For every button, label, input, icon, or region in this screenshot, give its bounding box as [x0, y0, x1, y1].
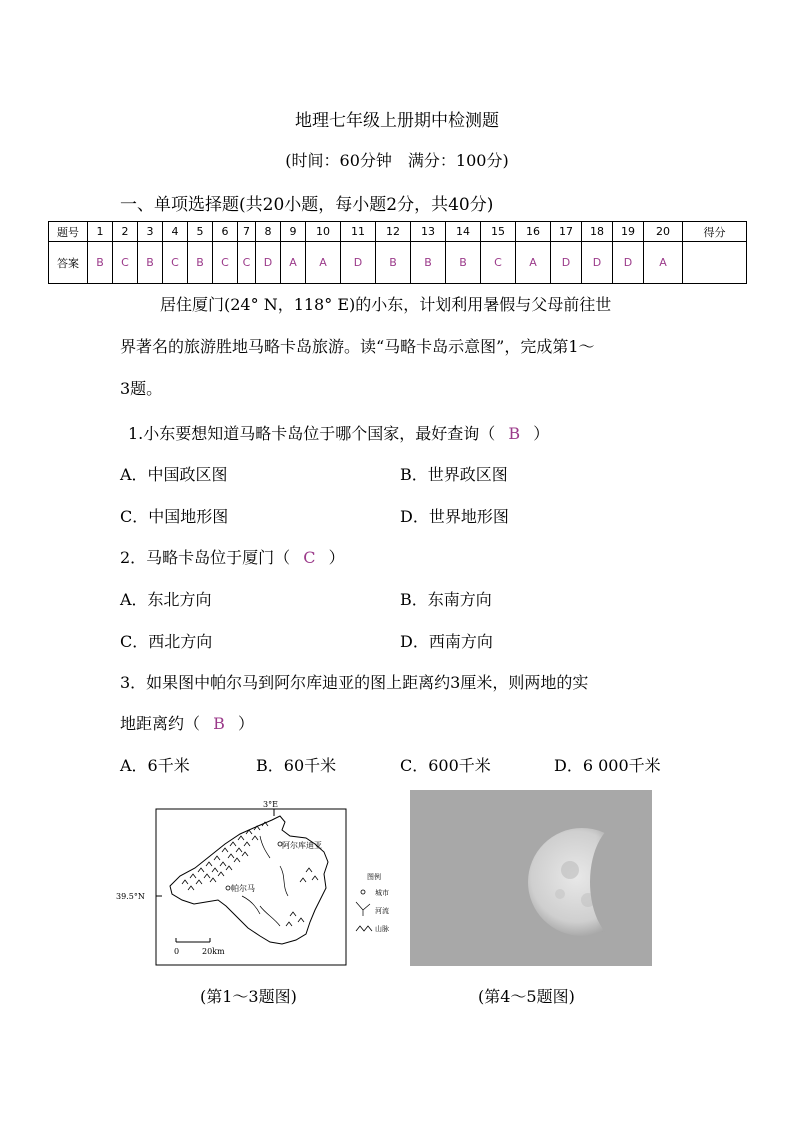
table-cell: 17	[551, 222, 582, 242]
answer-mark: B	[213, 714, 225, 733]
answer-cell: B	[188, 242, 213, 284]
score-label: 得分	[683, 222, 747, 242]
table-cell: 7	[238, 222, 256, 242]
answer-cell: C	[113, 242, 138, 284]
table-cell: 1	[88, 222, 113, 242]
answer-cell: B	[88, 242, 113, 284]
table-cell: 19	[613, 222, 644, 242]
option-d: D．西南方向	[400, 632, 493, 651]
table-cell: 13	[411, 222, 446, 242]
option-b: B．东南方向	[400, 590, 492, 609]
legend-mountain: 山脉	[375, 925, 389, 933]
answer-cell: A	[306, 242, 341, 284]
option-c: C．西北方向	[120, 632, 213, 651]
caption-map: (第1～3题图)	[200, 987, 297, 1006]
question-1: 1.小东要想知道马略卡岛位于哪个国家，最好查询（ B ）	[128, 424, 550, 443]
caption-moon: (第4～5题图)	[478, 987, 575, 1006]
passage-line: 界著名的旅游胜地马略卡岛旅游。读“马略卡岛示意图”，完成第1～	[120, 337, 595, 356]
table-cell: 18	[582, 222, 613, 242]
answer-cell: A	[281, 242, 306, 284]
table-cell: 5	[188, 222, 213, 242]
table-cell: 16	[516, 222, 551, 242]
answer-cell: D	[256, 242, 281, 284]
table-cell: 3	[138, 222, 163, 242]
moon-photo	[410, 790, 652, 966]
table-cell: 8	[256, 222, 281, 242]
answer-cell: D	[551, 242, 582, 284]
legend-title: 图例	[367, 873, 381, 881]
answer-cell: B	[138, 242, 163, 284]
option-d: D．世界地形图	[400, 507, 509, 526]
table-cell: 15	[481, 222, 516, 242]
option-c: C．中国地形图	[120, 507, 229, 526]
map-svg	[110, 796, 410, 968]
option-a: A．6千米	[120, 756, 190, 775]
page-title: 地理七年级上册期中检测题	[295, 111, 499, 131]
passage-line: 3题。	[120, 379, 163, 398]
city-alcudia: 阿尔库迪亚	[282, 841, 322, 850]
answer-cell: D	[582, 242, 613, 284]
table-cell: 11	[341, 222, 376, 242]
page-subtitle: (时间：60分钟 满分：100分)	[285, 151, 509, 170]
question-3: 3．如果图中帕尔马到阿尔库迪亚的图上距离约3厘米，则两地的实	[120, 673, 589, 692]
answer-table	[48, 221, 747, 284]
table-cell: 12	[376, 222, 411, 242]
question-2: 2．马略卡岛位于厦门（ C ）	[120, 548, 345, 567]
scale-distance: 20km	[202, 947, 225, 956]
row-label: 答案	[49, 242, 88, 284]
table-cell: 14	[446, 222, 481, 242]
question-3-line2: 地距离约（ B ）	[120, 714, 254, 733]
passage	[120, 284, 680, 410]
score-cell	[683, 242, 747, 284]
parallel-label: 39.5°N	[116, 892, 145, 901]
option-b: B．世界政区图	[400, 465, 508, 484]
option-d: D．6 000千米	[554, 756, 661, 775]
table-cell: 4	[163, 222, 188, 242]
majorca-map	[110, 796, 410, 968]
option-b: B．60千米	[256, 756, 337, 775]
row-label: 题号	[49, 222, 88, 242]
option-a: A．东北方向	[120, 590, 212, 609]
answer-cell: B	[376, 242, 411, 284]
scale-zero: 0	[174, 947, 180, 956]
legend-city: 城市	[375, 889, 389, 897]
option-c: C．600千米	[400, 756, 491, 775]
meridian-label: 3°E	[263, 800, 278, 809]
answer-cell: D	[613, 242, 644, 284]
answer-cell: A	[516, 242, 551, 284]
city-palma: 帕尔马	[231, 884, 255, 893]
passage-line: 居住厦门(24° N，118° E)的小东，计划利用暑假与父母前往世	[160, 295, 612, 314]
answer-cell: B	[446, 242, 481, 284]
answer-cell: C	[481, 242, 516, 284]
table-cell: 10	[306, 222, 341, 242]
table-row-answers	[49, 242, 747, 284]
table-cell: 2	[113, 222, 138, 242]
answer-cell: D	[341, 242, 376, 284]
answer-mark: B	[508, 424, 521, 443]
table-row-numbers	[49, 222, 747, 242]
table-cell: 6	[213, 222, 238, 242]
table-cell: 20	[644, 222, 683, 242]
answer-cell: B	[411, 242, 446, 284]
answer-cell: A	[644, 242, 683, 284]
answer-cell: C	[238, 242, 256, 284]
option-a: A．中国政区图	[120, 465, 228, 484]
answer-cell: C	[163, 242, 188, 284]
section-heading: 一、单项选择题(共20小题，每小题2分，共40分)	[120, 195, 494, 215]
legend-river: 河流	[375, 907, 389, 915]
answer-mark: C	[303, 548, 316, 567]
table-cell: 9	[281, 222, 306, 242]
answer-cell: C	[213, 242, 238, 284]
moon-svg	[410, 790, 652, 966]
